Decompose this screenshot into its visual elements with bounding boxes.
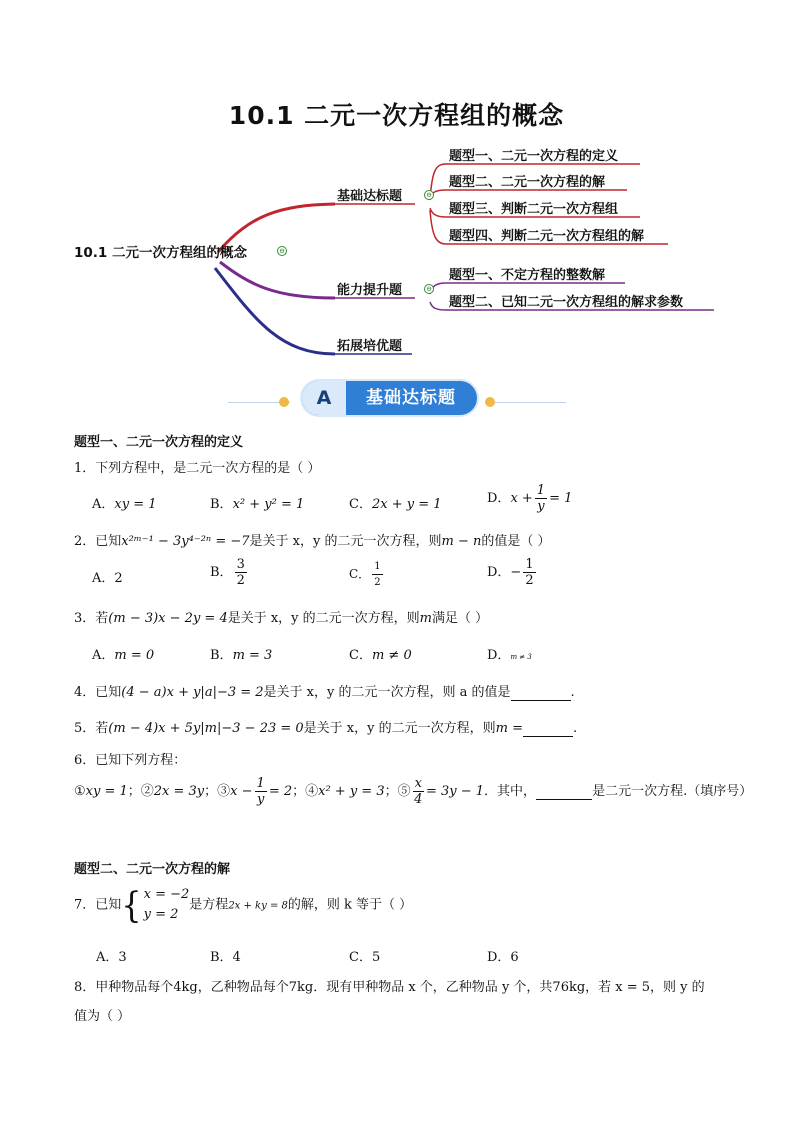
q7-brace: { xyxy=(121,884,142,926)
q6-answer-blank[interactable] xyxy=(536,784,592,800)
q1-option-d: D．x + $\frac{1}{y}$ = 1 xyxy=(487,483,573,514)
q1-option-c: C．2x + y = 1 xyxy=(349,497,442,512)
banner-line-right xyxy=(488,402,566,403)
question-5-stem: 5．若(m − 4)x + 5y|m|−3 − 23 = 0是关于 x，y 的二元一次方程，则m = . xyxy=(74,721,578,736)
question-2-stem: 2．已知x²ᵐ⁻¹ − 3y⁴⁻²ⁿ = −7是关于 x，y 的二元一次方程，则m − n的值是（ ） xyxy=(74,534,551,549)
mindmap-branch2-curve xyxy=(220,262,335,298)
q3-math: (m − 3)x − 2y = 4 xyxy=(108,611,228,626)
q1-option-a-math: xy = 1 xyxy=(114,497,157,512)
question-3-stem: 3．若(m − 3)x − 2y = 4是关于 x，y 的二元一次方程，则m满足（ ） xyxy=(74,611,489,626)
question-6-equations: ①xy = 1；②2x = 3y；③x − $\frac{1}{y}$ = 2；④x² + y = 3；⑤ $\frac{x}{4}$ = 3y − 1．其中， 是二元一次方程.（填序号） xyxy=(74,776,753,807)
q7-option-c: C．5 xyxy=(349,950,381,965)
page-title: 10.1 二元一次方程组的概念 xyxy=(228,101,565,130)
q4-answer-blank[interactable] xyxy=(511,685,571,701)
q2-option-b: B． $\frac{3}{2}$ xyxy=(210,557,245,588)
q1-option-b: B．x² + y² = 1 xyxy=(210,497,305,512)
question-4-stem: 4．已知(4 − a)x + y|a|−3 = 2是关于 x，y 的二元一次方程，则 a 的值是 . xyxy=(74,685,575,700)
section-heading-1: 题型一、二元一次方程的定义 xyxy=(74,435,244,450)
banner-dot-right xyxy=(485,397,495,407)
collapse-icon-root[interactable]: ⊖ xyxy=(277,246,287,256)
question-8-line2: 值为（ ） xyxy=(74,1009,131,1024)
mindmap-branch1-sub2 xyxy=(430,190,627,198)
mindmap-item-basic-4: 题型四、判断二元一次方程组的解 xyxy=(449,229,645,244)
q3-option-c: C．m ≠ 0 xyxy=(349,648,412,663)
mindmap-item-advanced-2: 题型二、已知二元一次方程组的解求参数 xyxy=(449,295,684,310)
mindmap-branch-advanced: 能力提升题 xyxy=(337,283,403,298)
banner-dot-left xyxy=(279,397,289,407)
mindmap-item-advanced-1: 题型一、不定方程的整数解 xyxy=(449,268,606,283)
q3-option-d: D．m ≠ 3 xyxy=(487,648,532,663)
q2-option-d: D．− $\frac{1}{2}$ xyxy=(487,557,534,588)
q7-option-b: B．4 xyxy=(210,950,241,965)
mindmap-item-basic-1: 题型一、二元一次方程的定义 xyxy=(449,149,619,164)
q1-option-c-math: 2x + y = 1 xyxy=(371,497,442,512)
section-heading-2: 题型二、二元一次方程的解 xyxy=(74,862,231,877)
q3-option-a: A．m = 0 xyxy=(92,648,155,663)
q4-math: (4 − a)x + y|a|−3 = 2 xyxy=(121,685,264,700)
question-1-stem: 1．下列方程中，是二元一次方程的是（ ） xyxy=(74,461,321,476)
q3-option-b: B．m = 3 xyxy=(210,648,273,663)
mindmap-root: 10.1 二元一次方程组的概念 xyxy=(74,245,248,261)
mindmap-item-basic-2: 题型二、二元一次方程的解 xyxy=(449,175,606,190)
mindmap-branch3-curve xyxy=(215,268,335,354)
mindmap-branch-basic: 基础达标题 xyxy=(337,189,403,204)
q2-option-a: A．2 xyxy=(92,571,123,586)
mindmap-branch-extension: 拓展培优题 xyxy=(337,339,403,354)
mindmap-item-basic-3: 题型三、判断二元一次方程组 xyxy=(449,202,619,217)
q7-option-a: A．3 xyxy=(96,950,127,965)
question-8-line1: 8．甲种物品每个4kg，乙种物品每个7kg．现有甲种物品 x 个，乙种物品 y 个，共76kg，若 x = 5，则 y 的 xyxy=(74,980,705,995)
collapse-icon-basic[interactable]: ⊖ xyxy=(424,190,434,200)
question-7-stem: 7．已知{ x = −2 y = 2 是方程2x + ky = 8的解，则 k 等于（ ） xyxy=(74,884,413,926)
q5-answer-blank[interactable] xyxy=(523,721,573,737)
q1-option-a: A．xy = 1 xyxy=(92,497,157,512)
q1-option-b-math: x² + y² = 1 xyxy=(232,497,305,512)
banner-title: 基础达标题 xyxy=(366,388,456,408)
q2-math: x²ᵐ⁻¹ − 3y⁴⁻²ⁿ = −7 xyxy=(121,534,250,549)
q2-option-c: C． $\frac{1}{2}$ xyxy=(349,561,381,588)
banner-letter: A xyxy=(302,381,346,415)
question-6-stem: 6．已知下列方程： xyxy=(74,753,187,768)
collapse-icon-advanced[interactable]: ⊖ xyxy=(424,284,434,294)
q5-math: (m − 4)x + 5y|m|−3 − 23 = 0 xyxy=(108,721,304,736)
q7-option-d: D．6 xyxy=(487,950,519,965)
